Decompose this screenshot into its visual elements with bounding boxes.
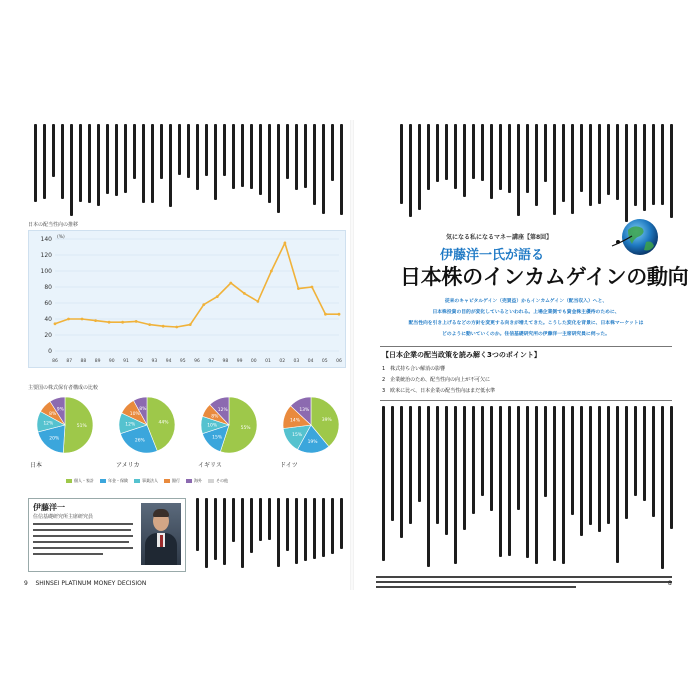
y-tick-label: 0: [48, 348, 52, 355]
data-point: [324, 313, 327, 316]
x-tick-label: 86: [52, 359, 58, 364]
pie-slice-label: 9%: [56, 407, 64, 413]
text-column: [562, 124, 565, 202]
text-column: [427, 406, 430, 567]
text-column: [535, 124, 538, 206]
point-item: 3 欧米に比べ、日本企業の配当性向はまだ低水準: [382, 388, 496, 394]
y-axis-label: (%): [57, 235, 65, 240]
x-tick-label: 88: [80, 359, 87, 364]
text-column: [652, 406, 655, 517]
data-point: [202, 303, 205, 306]
x-tick-label: 00: [250, 359, 257, 364]
legend-item: [66, 478, 94, 484]
text-column: [436, 406, 439, 524]
data-point: [229, 282, 232, 285]
text-column: [472, 406, 475, 514]
profile-name: 伊藤洋一: [33, 503, 65, 512]
text-column: [400, 406, 403, 538]
text-column: [499, 124, 502, 190]
text-column: [88, 124, 91, 203]
text-column: [589, 124, 592, 206]
pie-slice-label: 51%: [76, 424, 87, 430]
line-chart-svg: [29, 231, 345, 367]
text-column: [340, 498, 343, 549]
right-page: [356, 120, 689, 590]
y-tick-label: 20: [44, 332, 52, 339]
text-column: [142, 124, 145, 203]
text-column: [277, 124, 280, 213]
data-point: [311, 286, 314, 289]
data-point: [216, 295, 219, 298]
legend-swatch: [66, 479, 72, 483]
legend-item: [100, 478, 128, 484]
text-column: [409, 406, 412, 524]
pie-country-label: イギリス: [198, 462, 222, 469]
text-column: [313, 498, 316, 559]
x-tick-label: 94: [165, 359, 172, 364]
payout-ratio-line-chart: [28, 230, 346, 368]
article-title-main: 日本株のインカムゲインの動向: [400, 265, 689, 289]
text-column: [196, 498, 199, 551]
x-tick-label: 02: [279, 359, 286, 364]
y-tick-label: 40: [44, 316, 52, 323]
text-column: [133, 124, 136, 179]
text-column: [418, 406, 421, 502]
text-column: [571, 124, 574, 214]
text-column: [634, 124, 637, 206]
data-point: [81, 318, 84, 321]
text-column: [499, 406, 502, 557]
data-point: [148, 323, 151, 326]
text-column: [598, 124, 601, 204]
right-body-text-top: [394, 124, 676, 224]
text-column: [187, 124, 190, 178]
x-tick-label: 05: [321, 359, 328, 364]
text-column: [436, 124, 439, 182]
article-lead: [380, 296, 672, 340]
spread-gutter: [350, 120, 354, 590]
text-column: [79, 124, 82, 202]
text-column: [571, 406, 574, 515]
pie-svg: [34, 394, 96, 456]
pie-slice-label: 10%: [207, 423, 218, 429]
pie-slice-label: 14%: [290, 418, 301, 424]
y-tick-label: 80: [44, 284, 52, 291]
text-column: [313, 124, 316, 205]
text-column: [427, 124, 430, 190]
pie-slice-label: 8%: [211, 414, 219, 420]
text-column: [463, 406, 466, 530]
profile-bio-text: [33, 523, 133, 559]
pie-chart-2: [192, 392, 262, 472]
pie-slice-label: 10%: [129, 411, 140, 417]
legend-swatch: [134, 479, 140, 483]
text-column: [259, 124, 262, 195]
data-point: [135, 320, 138, 323]
text-column: [652, 124, 655, 205]
left-body-text-top: [28, 124, 346, 216]
text-column: [151, 124, 154, 203]
text-column: [508, 406, 511, 556]
text-column: [259, 498, 262, 541]
pie-slice-label: 8%: [139, 407, 147, 413]
lead-line-1: 従来のキャピタルゲイン（売買益）からインカムゲイン（配当収入）へと、: [444, 299, 608, 304]
left-body-text-bottom: [192, 498, 346, 574]
text-column: [205, 124, 208, 176]
left-footer: [24, 580, 146, 587]
text-column: [160, 124, 163, 179]
pie-country-label: ドイツ: [280, 462, 298, 469]
text-column: [223, 498, 226, 565]
text-column: [643, 124, 646, 211]
article-kicker: 気になる私になるマネー講座【第8回】: [446, 234, 553, 241]
x-tick-label: 99: [236, 359, 243, 364]
text-column: [418, 124, 421, 210]
x-tick-label: 96: [194, 359, 200, 364]
pie-slice-label: 15%: [212, 435, 223, 441]
text-column: [544, 124, 547, 182]
y-tick-label: 140: [40, 236, 52, 243]
pie-legend: [66, 476, 336, 486]
legend-label: 事業法人: [142, 478, 158, 483]
text-column: [196, 124, 199, 190]
x-tick-label: 06: [336, 359, 342, 364]
point-item: 1 株式持ち合い解消の影響: [382, 366, 446, 372]
text-column: [178, 124, 181, 175]
text-column: [205, 498, 208, 568]
legend-swatch: [208, 479, 214, 483]
point-item: 2 企業統治のため、配当性向の向上が不可欠に: [382, 377, 490, 383]
text-column: [124, 124, 127, 193]
pie-slice-label: 13%: [299, 408, 310, 414]
points-top-rule: [380, 346, 672, 347]
x-tick-label: 92: [137, 359, 144, 364]
text-column: [232, 498, 235, 542]
y-tick-label: 100: [40, 268, 52, 275]
x-tick-label: 04: [307, 359, 314, 364]
legend-item: [186, 478, 202, 484]
text-column: [517, 406, 520, 510]
text-column: [625, 406, 628, 519]
x-tick-label: 90: [108, 359, 115, 364]
data-point: [189, 323, 192, 326]
text-column: [391, 406, 394, 521]
text-column: [544, 406, 547, 497]
text-column: [400, 124, 403, 204]
pie-slice-label: 19%: [307, 440, 318, 446]
pie-slice-label: 8%: [49, 411, 57, 417]
text-column: [535, 406, 538, 564]
x-tick-label: 89: [94, 359, 101, 364]
text-column: [625, 124, 628, 222]
data-point: [256, 300, 259, 303]
text-column: [454, 124, 457, 189]
pie-slice-label: 12%: [125, 422, 136, 428]
legend-label: 銀行: [172, 478, 180, 483]
right-page-number: 8: [668, 580, 672, 587]
text-column: [277, 498, 280, 567]
text-column: [232, 124, 235, 189]
text-column: [616, 124, 619, 200]
text-column: [580, 124, 583, 192]
text-column: [286, 124, 289, 179]
legend-item: [164, 478, 180, 484]
x-tick-label: 95: [179, 359, 186, 364]
text-column: [598, 406, 601, 532]
text-column: [241, 498, 244, 568]
text-column: [115, 124, 118, 196]
text-column: [331, 498, 334, 554]
text-column: [607, 124, 610, 195]
text-column: [106, 124, 109, 194]
pie-svg: [198, 394, 260, 456]
points-title: 【日本企業の配当政策を読み解く3つのポイント】: [382, 351, 541, 359]
text-column: [553, 406, 556, 561]
text-column: [463, 124, 466, 197]
pie-slice-label: 26%: [134, 438, 145, 444]
y-tick-label: 60: [44, 300, 52, 307]
text-column: [616, 406, 619, 563]
text-column: [445, 124, 448, 180]
left-page-number: 9: [24, 580, 28, 587]
magazine-name: SHINSEI PLATINUM MONEY DECISION: [35, 580, 147, 587]
text-column: [562, 406, 565, 564]
right-footnote: [376, 576, 672, 591]
text-column: [97, 124, 100, 206]
pie-slice-label: 20%: [49, 436, 60, 442]
data-point: [94, 319, 97, 322]
data-point: [284, 242, 287, 245]
x-tick-label: 01: [265, 359, 271, 364]
pie-slice-label: 55%: [240, 426, 251, 432]
text-column: [634, 406, 637, 496]
article-title-sub: 伊藤洋一氏が語る: [440, 248, 545, 263]
text-column: [490, 406, 493, 511]
text-column: [70, 124, 73, 216]
text-column: [250, 124, 253, 189]
text-column: [322, 124, 325, 214]
globe-illustration: [610, 216, 662, 258]
pie-svg: [116, 394, 178, 456]
pie-slice-label: 15%: [292, 432, 303, 438]
text-column: [445, 406, 448, 535]
text-column: [214, 498, 217, 560]
x-tick-label: 87: [66, 359, 73, 364]
text-column: [670, 124, 673, 218]
text-column: [589, 406, 592, 525]
x-tick-label: 98: [222, 359, 229, 364]
pie-svg: [280, 394, 342, 456]
data-point: [270, 270, 273, 273]
data-point: [162, 325, 165, 328]
points-bottom-rule: [380, 400, 672, 401]
magazine-spread: [22, 120, 689, 590]
legend-swatch: [100, 479, 106, 483]
data-point: [121, 321, 124, 324]
profile-box: [28, 498, 186, 572]
text-column: [340, 124, 343, 215]
profile-subtitle: 住信基礎研究所主席研究員: [33, 514, 94, 520]
x-tick-label: 03: [293, 359, 300, 364]
pie-country-label: 日本: [30, 462, 43, 469]
text-column: [409, 124, 412, 217]
series-line: [55, 243, 339, 327]
pie-charts: [28, 392, 344, 472]
data-point: [108, 321, 111, 324]
text-column: [61, 124, 64, 199]
text-column: [481, 406, 484, 496]
pie-slice-label: 39%: [321, 417, 332, 423]
pie-slice-label: 12%: [217, 407, 228, 413]
text-column: [322, 498, 325, 557]
text-column: [241, 124, 244, 187]
legend-label: その他: [216, 478, 228, 483]
text-column: [553, 124, 556, 215]
text-column: [670, 406, 673, 529]
text-column: [43, 124, 46, 199]
y-tick-label: 120: [40, 252, 52, 259]
pie-slice-label: 12%: [43, 421, 54, 427]
data-point: [54, 322, 57, 325]
text-column: [517, 124, 520, 216]
pie-slice-label: 44%: [158, 420, 169, 426]
line-chart-title: 日本の配当性向の推移: [28, 222, 79, 228]
pie-chart-3: [274, 392, 344, 472]
text-column: [331, 124, 334, 181]
legend-label: 個人・家計: [74, 478, 94, 483]
text-column: [526, 124, 529, 193]
text-column: [481, 124, 484, 181]
text-column: [295, 124, 298, 190]
points-list: [382, 364, 495, 397]
text-column: [304, 498, 307, 561]
data-point: [175, 326, 178, 329]
legend-item: [134, 478, 158, 484]
text-column: [454, 406, 457, 564]
lead-line-4: どのように動いていくのか。住信基礎研究所の伊藤洋一主席研究員に伺った。: [442, 332, 610, 337]
text-column: [268, 124, 271, 203]
data-point: [67, 318, 70, 321]
text-column: [661, 406, 664, 569]
text-column: [52, 124, 55, 177]
pie-country-label: アメリカ: [116, 462, 140, 469]
pie-section-title: 主要国の株式保有者構成の比較: [28, 385, 99, 391]
text-column: [250, 498, 253, 553]
text-column: [490, 124, 493, 199]
text-column: [169, 124, 172, 207]
legend-item: [208, 478, 228, 484]
text-column: [268, 498, 271, 540]
text-column: [34, 124, 37, 202]
text-column: [223, 124, 226, 176]
text-column: [214, 124, 217, 200]
text-column: [661, 124, 664, 205]
legend-label: 年金・保険: [108, 478, 128, 483]
legend-label: 海外: [194, 478, 202, 483]
data-point: [243, 292, 246, 295]
text-column: [526, 406, 529, 558]
data-point: [338, 313, 341, 316]
lead-line-3: 配当性向を引き上げるなどの方針を変更する向きが増えてきた。こうした変化を背景に、日本株マーケットは: [408, 321, 644, 326]
legend-swatch: [164, 479, 170, 483]
text-column: [607, 406, 610, 524]
text-column: [382, 406, 385, 561]
text-column: [295, 498, 298, 564]
text-column: [508, 124, 511, 193]
profile-photo: [141, 503, 181, 565]
text-column: [580, 406, 583, 536]
lead-line-2: 日本株投資の目的が変化しているといわれる。上場企業側でも資金株主優待のために、: [432, 310, 620, 315]
pie-chart-0: [28, 392, 98, 472]
x-tick-label: 93: [151, 359, 158, 364]
text-column: [286, 498, 289, 551]
x-tick-label: 91: [123, 359, 129, 364]
legend-swatch: [186, 479, 192, 483]
left-page: [22, 120, 348, 590]
text-column: [472, 124, 475, 179]
right-body-text-bottom: [380, 406, 676, 570]
text-column: [643, 406, 646, 501]
data-point: [297, 287, 300, 290]
x-tick-label: 97: [208, 359, 215, 364]
text-column: [304, 124, 307, 188]
pie-chart-1: [110, 392, 180, 472]
